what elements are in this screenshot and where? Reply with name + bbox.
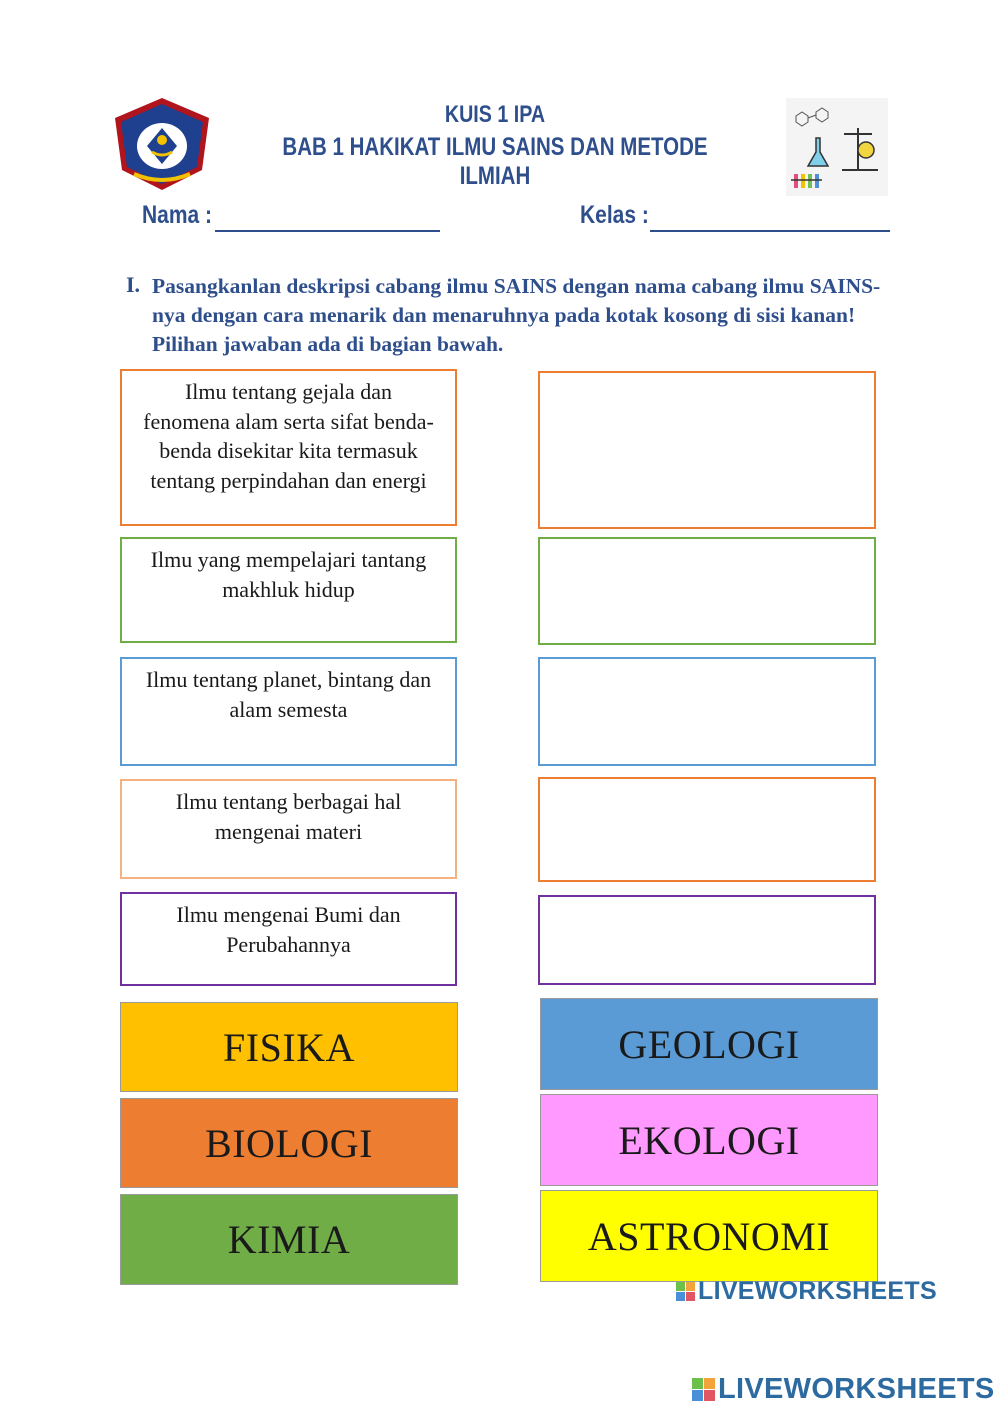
answer-choice-geologi[interactable] xyxy=(540,998,878,1090)
description-box xyxy=(120,537,457,643)
instruction-text: Pasangkanlan deskripsi cabang ilmu SAINS dengan nama cabang ilmu SAINS-nya dengan cara menarik dan menaruhnya pada kotak kosong di sisi kanan! Pilihan jawaban ada di bagian bawah. xyxy=(152,274,881,356)
answer-label: FISIKA xyxy=(223,1024,355,1070)
liveworksheets-watermark xyxy=(676,1277,937,1306)
liveworksheets-footer-watermark xyxy=(692,1373,995,1406)
answer-label: GEOLOGI xyxy=(618,1021,800,1067)
quiz-title: KUIS 1 IPA xyxy=(444,101,546,128)
description-text: Ilmu mengenai Bumi dan Perubahannya xyxy=(176,902,401,957)
description-box xyxy=(120,892,457,986)
answer-choice-astronomi[interactable] xyxy=(540,1190,878,1282)
liveworksheets-logo-icon xyxy=(676,1282,695,1301)
answer-label: ASTRONOMI xyxy=(587,1213,831,1259)
laboratory-equipment-icon xyxy=(786,98,888,196)
answer-choice-ekologi[interactable] xyxy=(540,1094,878,1186)
description-text: Ilmu yang mempelajari tantang makhluk hidup xyxy=(150,547,427,602)
answer-drop-box[interactable] xyxy=(538,537,876,645)
answer-drop-box[interactable] xyxy=(538,777,876,882)
description-box xyxy=(120,369,457,526)
instruction-number: I. xyxy=(126,272,141,297)
liveworksheets-brand: LIVEWORKSHEETS xyxy=(698,1277,937,1305)
answer-drop-box[interactable] xyxy=(538,657,876,766)
description-box xyxy=(120,657,457,766)
answer-drop-box[interactable] xyxy=(538,371,876,529)
answer-choice-biologi[interactable] xyxy=(120,1098,458,1188)
name-input-line xyxy=(215,230,440,232)
description-box xyxy=(120,779,457,879)
liveworksheets-logo-icon xyxy=(692,1378,715,1401)
description-text: Ilmu tentang planet, bintang dan alam semesta xyxy=(145,667,432,722)
answer-label: KIMIA xyxy=(227,1217,351,1262)
description-text: Ilmu tentang gejala dan fenomena alam serta sifat benda-benda disekitar kita termasuk tentang perpindahan dan energi xyxy=(143,379,434,493)
answer-drop-box[interactable] xyxy=(538,895,876,985)
answer-choice-fisika[interactable] xyxy=(120,1002,458,1092)
answer-label: EKOLOGI xyxy=(618,1117,800,1163)
description-text: Ilmu tentang berbagai hal mengenai materi xyxy=(175,789,402,844)
chapter-title: BAB 1 HAKIKAT ILMU SAINS DAN METODE ILMIAH xyxy=(282,133,708,190)
class-label: Kelas : xyxy=(580,201,649,229)
name-label: Nama : xyxy=(142,201,213,229)
answer-label: BIOLOGI xyxy=(205,1120,373,1166)
liveworksheets-brand: LIVEWORKSHEETS xyxy=(718,1373,995,1405)
school-logo-icon xyxy=(112,96,212,192)
class-input-line xyxy=(650,230,890,232)
answer-choice-kimia[interactable] xyxy=(120,1194,458,1285)
